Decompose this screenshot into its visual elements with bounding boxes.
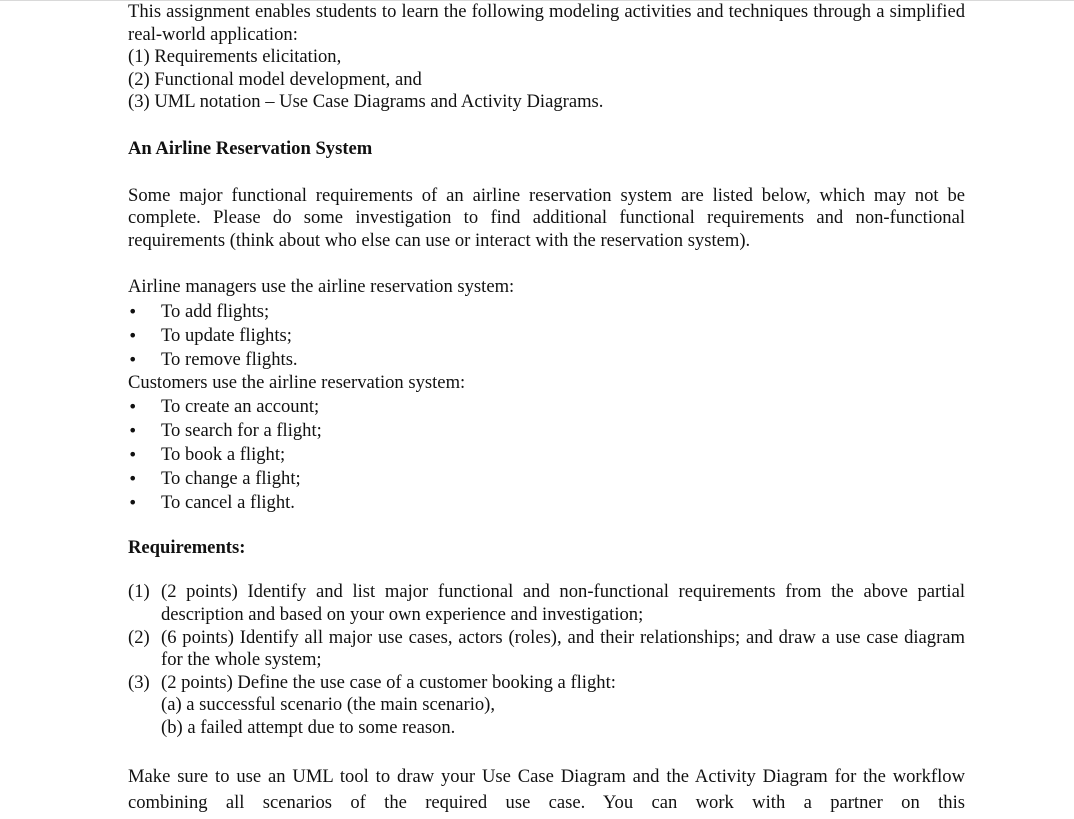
requirement-item-1 xyxy=(128,581,965,626)
list-item: • To create an account; xyxy=(128,396,320,418)
intro-item-3: (3) UML notation – Use Case Diagrams and Activity Diagrams. xyxy=(128,91,604,113)
intro-paragraph: This assignment enables students to learn the following modeling activities and techniques through a simplified real-world application: xyxy=(128,1,965,45)
list-item: • To book a flight; xyxy=(128,444,286,466)
sub-item-b: (b) a failed attempt due to some reason. xyxy=(161,716,456,738)
list-item: • To update flights; xyxy=(128,324,292,346)
bullet-icon: • xyxy=(128,445,138,465)
requirement-text: (2 points) Identify and list major functional and non-functional requirements from the above partial description and based on your own experience and investigation; xyxy=(161,581,965,625)
list-item: • To remove flights. xyxy=(128,348,298,370)
intro-item-1: (1) Requirements elicitation, xyxy=(128,46,342,68)
customers-list xyxy=(128,395,965,515)
bullet-icon: • xyxy=(128,468,138,488)
document-body xyxy=(128,1,965,816)
bullet-icon: • xyxy=(128,492,138,512)
sub-item-a: (a) a successful scenario (the main scenario), xyxy=(161,694,496,716)
requirement-number: (1) xyxy=(128,581,150,603)
list-item: • To search for a flight; xyxy=(128,420,322,442)
requirement-item-3 xyxy=(128,672,965,695)
customers-lead: Customers use the airline reservation system: xyxy=(128,371,466,393)
requirement-number: (2) xyxy=(128,626,150,648)
overview-paragraph: Some major functional requirements of an airline reservation system are listed below, which may not be complete. Please do some investigation to find additional functional requirements and non-functional requirements (think about who else can use or interact with the reservation system). xyxy=(128,184,965,251)
managers-list xyxy=(128,300,965,372)
closing-paragraph: Make sure to use an UML tool to draw your Use Case Diagram and the Activity Diagram for the workflow combining all scenarios of the required use case. You can work with a partner on this xyxy=(128,765,965,813)
intro-item-2: (2) Functional model development, and xyxy=(128,68,422,90)
list-item: • To add flights; xyxy=(128,300,270,322)
requirements-title: Requirements: xyxy=(128,536,246,558)
list-item: • To change a flight; xyxy=(128,467,301,489)
managers-lead: Airline managers use the airline reservation system: xyxy=(128,276,515,298)
section-title: An Airline Reservation System xyxy=(128,137,373,159)
requirement-text: (6 points) Identify all major use cases, actors (roles), and their relationships; and draw a use case diagram for the whole system; xyxy=(161,626,965,671)
requirement-number: (3) xyxy=(128,671,150,693)
bullet-icon: • xyxy=(128,421,138,441)
list-item: • To cancel a flight. xyxy=(128,491,295,513)
requirement-item-2 xyxy=(128,627,965,672)
bullet-icon: • xyxy=(128,325,138,345)
bullet-icon: • xyxy=(128,397,138,417)
bullet-icon: • xyxy=(128,349,138,369)
bullet-icon: • xyxy=(128,301,138,321)
requirement-text: (2 points) Define the use case of a customer booking a flight: xyxy=(161,671,616,693)
